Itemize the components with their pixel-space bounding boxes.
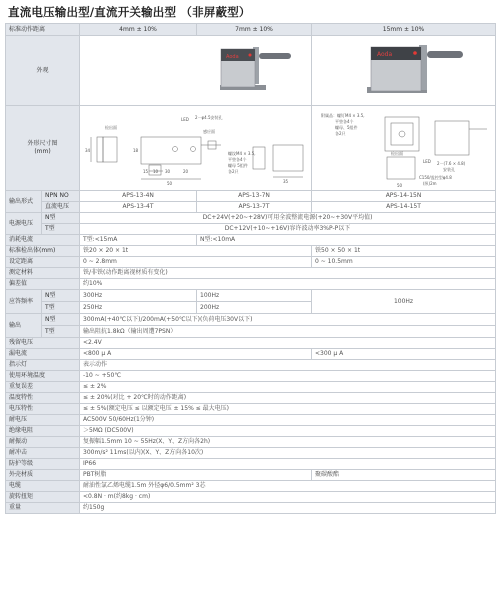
table-row: 重量 约150g (6, 503, 496, 514)
svg-text:平垫各4个: 平垫各4个 (335, 118, 354, 124)
table-row: 输出 N型 300mA(+40℃以下)/200mA(+50℃以下)(负荷电压30V以下) (6, 314, 496, 326)
svg-text:检出面: 检出面 (391, 150, 404, 156)
svg-text:(纵)2m: (纵)2m (423, 180, 437, 186)
svg-text:35: 35 (283, 178, 289, 184)
table-row: 温度特性 ≤ ± 20%(对比 + 20℃时的动作距离) (6, 393, 496, 404)
table-row: 耐冲击 300m/s² 11ms(以内)(X、Y、Z方向各10次) (6, 448, 496, 459)
svg-text:螺母、5组件: 螺母、5组件 (335, 124, 358, 130)
spec-table (5, 23, 496, 514)
table-row: 直流电压 APS-13-4T APS-13-7T APS-14-15T (6, 202, 496, 213)
dimension-drawing-right (312, 106, 496, 191)
svg-text:LED: LED (181, 116, 189, 122)
svg-text:平垫各4个: 平垫各4个 (228, 156, 247, 162)
page-title: 直流电压输出型/直流开关输出型 （非屏蔽型） (8, 5, 251, 19)
table-row-distance (6, 24, 496, 36)
table-row: 重复误差 ≤ ± 2% (6, 382, 496, 393)
svg-text:30: 30 (165, 168, 171, 174)
svg-text:感应面: 感应面 (203, 128, 216, 134)
svg-text:2－(7.6 × 4.8): 2－(7.6 × 4.8) (437, 160, 466, 166)
distance-label: 标准动作距离 (6, 24, 80, 36)
table-row: 电压特性 ≤ ± 5%(额定电压 ≤ 以额定电压 ± 15% ≤ 最大电压) (6, 404, 496, 415)
table-row: 使用环境温度 -10 ~ +50℃ (6, 371, 496, 382)
appearance-image-small (80, 36, 312, 106)
distance-7mm: 7mm ± 10% (197, 24, 312, 36)
table-row: 绝缘电阻 ＞5MΩ (DC500V) (6, 426, 496, 437)
svg-text:10: 10 (153, 168, 159, 174)
table-row: 应答频率 N型 300Hz 100Hz 100Hz (6, 290, 496, 302)
table-row: T型 DC+12V(+10~+16V)容许波动率3%P-P以下 (6, 224, 496, 235)
svg-text:20: 20 (183, 168, 189, 174)
appearance-image-large (312, 36, 496, 106)
sensor-large-image (315, 37, 496, 105)
table-row: 消耗电流 T型:<15mA N型:<10mA (6, 235, 496, 246)
svg-text:C150/监控型φ4.8: C150/监控型φ4.8 (419, 174, 452, 180)
svg-text:螺纹M4 × 3.5,: 螺纹M4 × 3.5, (228, 150, 256, 156)
table-row: 电源电压 N型 DC+24V(+20~+28V)可用全波整流电源(+20~+30V平均值) (6, 213, 496, 224)
table-row: 残留电压 <2.4V (6, 338, 496, 349)
table-row: 输出形式 NPN NO APS-13-4N APS-13-7N APS-14-15N (6, 191, 496, 202)
svg-text:LED: LED (423, 158, 431, 164)
sensor-small-image (83, 37, 312, 105)
table-row-appearance (6, 36, 496, 106)
table-row: 测定材料 铁/非铁(动作距离视材质有变化) (6, 268, 496, 279)
table-row: 设定距离 0 ~ 2.8mm 0 ~ 10.5mm (6, 257, 496, 268)
distance-15mm: 15mm ± 10% (312, 24, 496, 36)
drawing-left (83, 107, 312, 190)
svg-text:34: 34 (85, 147, 91, 153)
table-row: 外壳材质 PBT树脂 聚碳酸酯 (6, 470, 496, 481)
table-row: 耐振动 复振幅1.5mm 10 ~ 55Hz(X、Y、Z方向各2h) (6, 437, 496, 448)
table-row: 漏电流 <800 μ A <300 μ A (6, 349, 496, 360)
svg-text:各2只: 各2只 (335, 130, 346, 136)
svg-text:安装孔: 安装孔 (443, 166, 456, 172)
table-row: 电缆 耐油性氯乙烯电缆1.5m 外径φ6/0.5mm² 3芯 (6, 481, 496, 492)
table-row: 旋转扭矩 <0.8N · m(约8kg · cm) (6, 492, 496, 503)
brand-label-small: Aoda (226, 53, 239, 60)
dimension-drawing-left (80, 106, 312, 191)
svg-text:15: 15 (143, 168, 149, 174)
dimensions-label: 外形尺寸图 (mm) (6, 106, 80, 191)
svg-text:各2只: 各2只 (228, 168, 239, 174)
svg-text:2－φ4.5安装孔: 2－φ4.5安装孔 (195, 114, 223, 120)
table-row: 耐电压 AC500V 50/60Hz(1分钟) (6, 415, 496, 426)
brand-label-large: Aoda (377, 50, 393, 58)
table-row: 指示灯 表示动作 (6, 360, 496, 371)
svg-text:检出面: 检出面 (105, 124, 118, 130)
table-row-dimensions (6, 106, 496, 191)
svg-text:50: 50 (397, 182, 403, 188)
table-row: 防护等级 IP66 (6, 459, 496, 470)
distance-4mm: 4mm ± 10% (80, 24, 197, 36)
drawing-right (315, 107, 496, 190)
svg-text:附属品：螺钉M4 × 3.5,: 附属品：螺钉M4 × 3.5, (321, 112, 365, 118)
svg-text:螺母 5组件: 螺母 5组件 (228, 162, 248, 168)
appearance-label: 外观 (6, 36, 80, 106)
table-row: 偏差值 约10% (6, 279, 496, 290)
svg-text:18: 18 (133, 147, 139, 153)
table-row: T型 输出阻抗1.8kΩ（输出周遭7PSN） (6, 326, 496, 338)
svg-text:50: 50 (167, 180, 173, 186)
table-row: 标准检出体(mm) 铁20 × 20 × 1t 铁50 × 50 × 1t (6, 246, 496, 257)
table-row: T型 250Hz 200Hz (6, 302, 496, 314)
